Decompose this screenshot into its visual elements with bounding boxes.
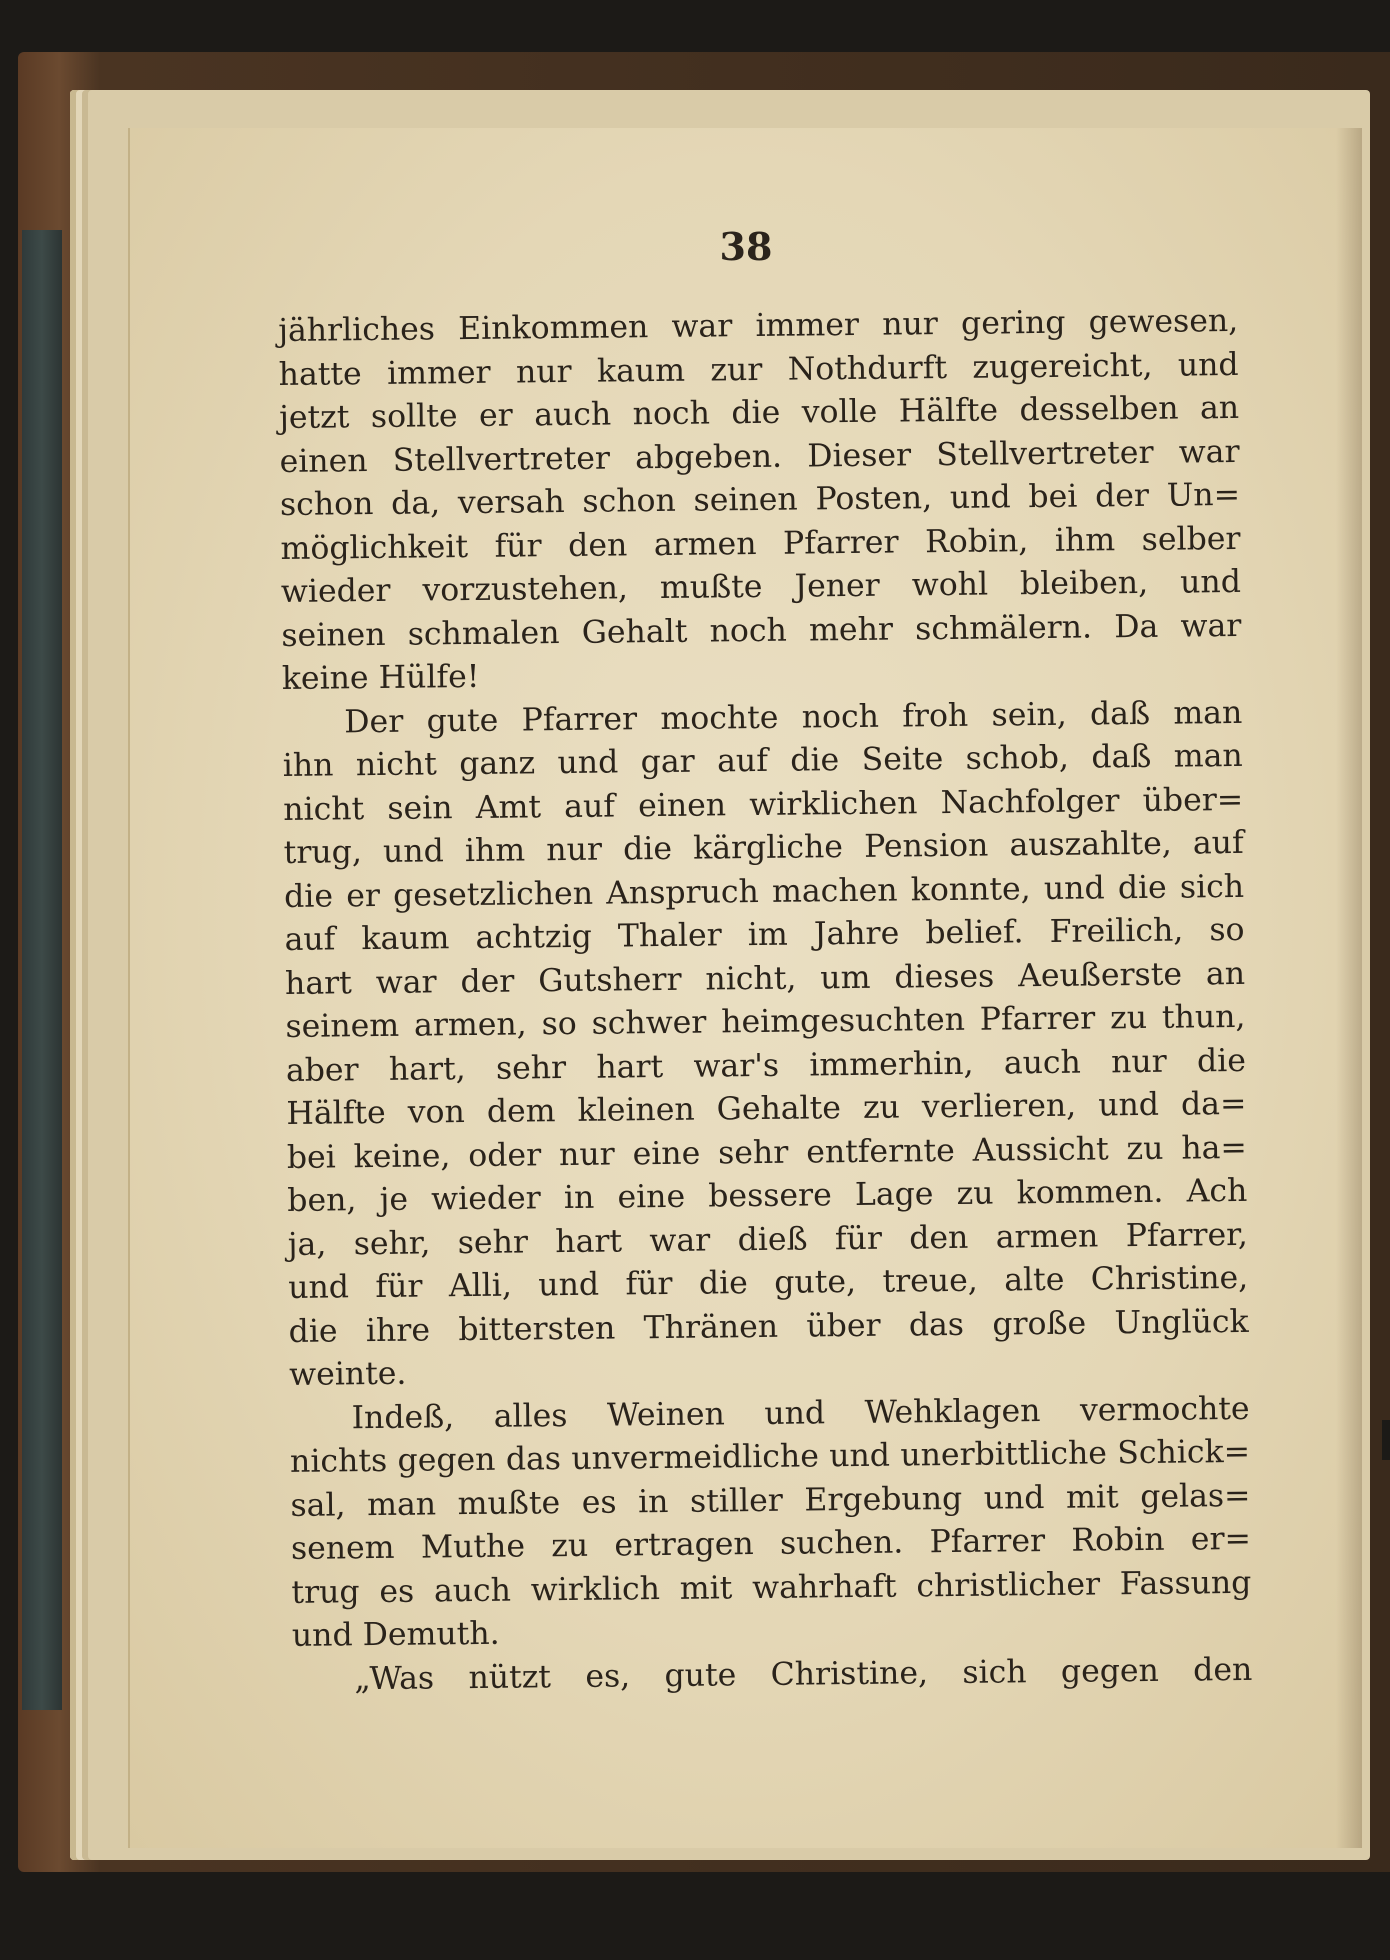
page-edge-notch — [1382, 1420, 1390, 1460]
text-line: Hälfte von dem kleinen Gehalte zu verlieren, und da= — [286, 1085, 1247, 1132]
text-line: hart war der Gutsherr nicht, um dieses Aeußerste an — [284, 955, 1246, 1002]
text-line: nicht sein Amt auf einen wirklichen Nachfolger über= — [283, 781, 1244, 828]
text-line: trug, und ihm nur die kärgliche Pension auszahlte, auf — [283, 824, 1244, 871]
text-line: auf kaum achtzig Thaler im Jahre belief. Freilich, so — [284, 911, 1245, 958]
page-text — [278, 300, 1253, 1702]
book-spine — [22, 230, 62, 1710]
text-line: und Demuth. — [291, 1615, 500, 1654]
text-line: nichts gegen das unvermeidliche und unerbittliche Schick= — [289, 1433, 1251, 1480]
text-line: Der gute Pfarrer mochte noch froh sein, daß man — [344, 694, 1243, 740]
text-line: keine Hülfe! — [281, 658, 480, 697]
text-line: die er gesetzlichen Anspruch machen konnte, und die sich — [283, 868, 1245, 915]
text-line: senem Muthe zu ertragen suchen. Pfarrer Robin er= — [290, 1520, 1252, 1567]
page-number: 38 — [719, 224, 773, 269]
page-gutter-shadow — [1336, 128, 1362, 1848]
text-line: „Was nützt es, gute Christine, sich gegen den — [354, 1651, 1253, 1697]
text-line: wieder vorzustehen, mußte Jener wohl bleiben, und — [280, 563, 1242, 610]
book-page — [128, 128, 1362, 1848]
text-line: weinte. — [288, 1355, 407, 1393]
text-line: bei keine, oder nur eine sehr entfernte Aussicht zu ha= — [286, 1129, 1248, 1176]
text-line: jetzt sollte er auch noch die volle Hälfte desselben an — [278, 389, 1240, 436]
text-line: hatte immer nur kaum zur Nothdurft zugereicht, und — [278, 346, 1239, 393]
text-line: Indeß, alles Weinen und Wehklagen vermochte — [351, 1390, 1250, 1436]
text-line: schon da, versah schon seinen Posten, und bei der Un= — [279, 476, 1241, 523]
text-line: ihn nicht ganz und gar auf die Seite schob, daß man — [282, 737, 1243, 784]
text-line: trug es auch wirklich mit wahrhaft christlicher Fassung — [291, 1564, 1252, 1611]
text-line: seinem armen, so schwer heimgesuchten Pfarrer zu thun, — [285, 998, 1246, 1045]
text-line: und für Alli, und für die gute, treue, alte Christine, — [288, 1259, 1249, 1306]
text-line: seinen schmalen Gehalt noch mehr schmälern. Da war — [281, 607, 1242, 654]
text-line: ja, sehr, sehr hart war dieß für den armen Pfarrer, — [287, 1216, 1248, 1263]
text-line: einen Stellvertreter abgeben. Dieser Stellvertreter war — [279, 433, 1240, 480]
text-line: ben, je wieder in eine bessere Lage zu kommen. Ach — [287, 1172, 1248, 1219]
text-line: aber hart, sehr hart war's immerhin, auch nur die — [285, 1042, 1247, 1089]
text-line: möglichkeit für den armen Pfarrer Robin, ihm selber — [280, 520, 1241, 567]
text-line: jährliches Einkommen war immer nur gering gewesen, — [278, 302, 1239, 349]
text-line: die ihre bittersten Thränen über das große Unglück — [288, 1303, 1249, 1350]
text-line: sal, man mußte es in stiller Ergebung und mit gelas= — [290, 1477, 1251, 1524]
